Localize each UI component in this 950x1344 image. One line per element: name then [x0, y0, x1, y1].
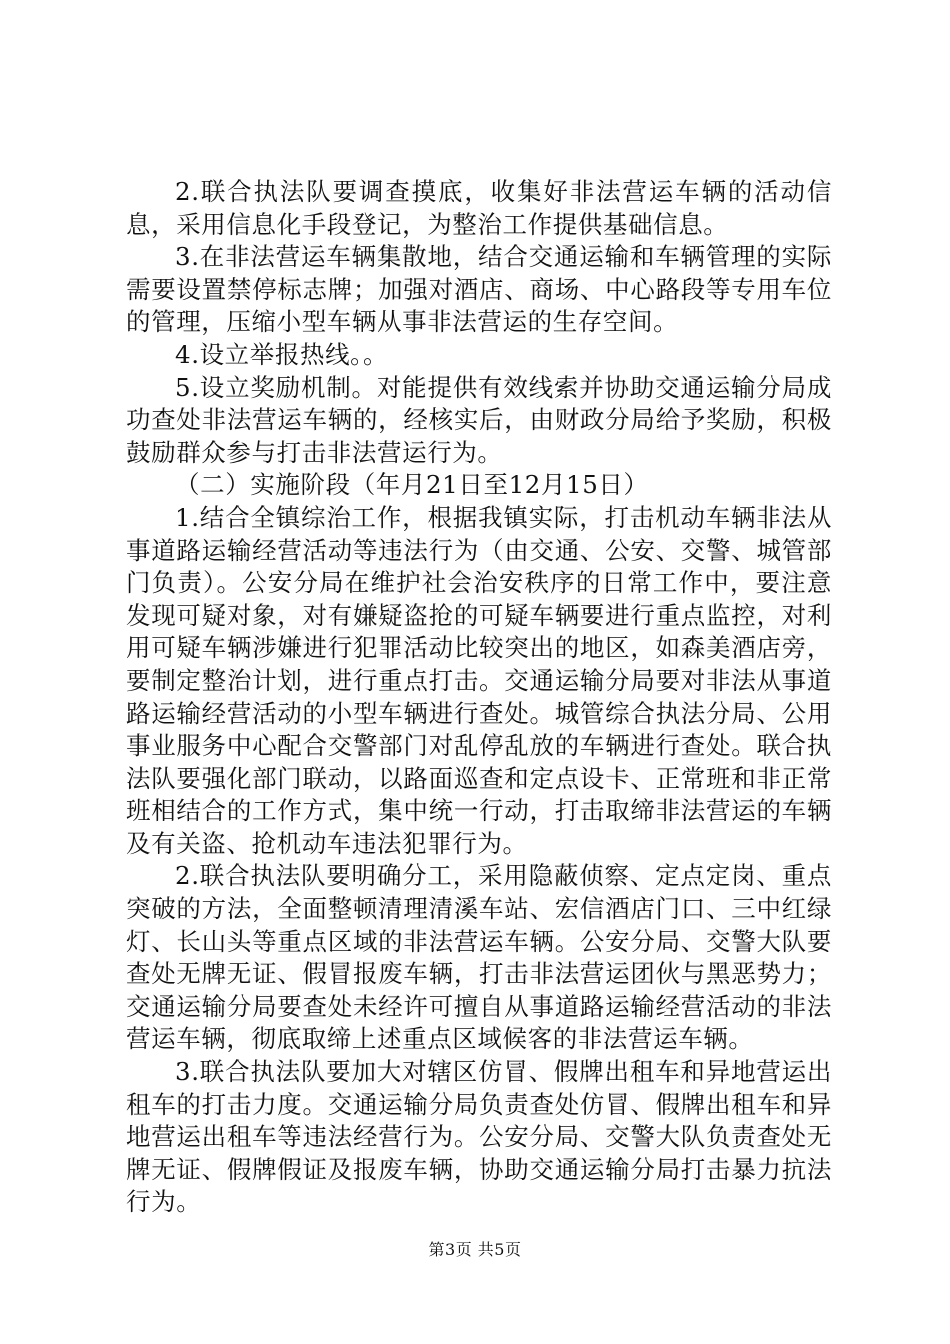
paragraph-implementation-1: 1.结合全镇综治工作，根据我镇实际，打击机动车辆非法从事道路运输经营活动等违法行为（由交通、公安、交警、城管部门负责）。公安分局在维护社会治安秩序的日常工作中，要注意发现可疑对象，对有嫌疑盗抢的可疑车辆要进行重点监控，对利用可疑车辆涉嫌进行犯罪活动比较突出的地区，如森美酒店旁，要制定整治计划，进行重点打击。交通运输分局要对非法从事道路运输经营活动的小型车辆进行查处。城管综合执法分局、公用事业服务中心配合交警部门对乱停乱放的车辆进行查处。联合执法队要强化部门联动，以路面巡查和定点设卡、正常班和非正常班相结合的工作方式，集中统一行动，打击取缔非法营运的车辆及有关盗、抢机动车违法犯罪行为。 — [126, 502, 832, 858]
paragraph-implementation-3: 3.联合执法队要加大对辖区仿冒、假牌出租车和异地营运出租车的打击力度。交通运输分局负责查处仿冒、假牌出租车和异地营运出租车等违法经营行为。公安分局、交警大队负责查处无牌无证、假牌假证及报废车辆，协助交通运输分局打击暴力抗法行为。 — [126, 1057, 832, 1217]
paragraph-implementation-2: 2.联合执法队要明确分工，采用隐蔽侦察、定点定岗、重点突破的方法，全面整顿清理清溪车站、宏信酒店门口、三中红绿灯、长山头等重点区域的非法营运车辆。公安分局、交警大队要查处无牌无证、假冒报废车辆，打击非法营运团伙与黑恶势力；交通运输分局要查处未经许可擅自从事道路运输经营活动的非法营运车辆，彻底取缔上述重点区域候客的非法营运车辆。 — [126, 861, 832, 1054]
section-heading-implementation: （二）实施阶段（年月21日至12月15日） — [175, 470, 649, 500]
document-body — [126, 176, 832, 1219]
page-number-footer: 第3页 共5页 — [428, 1240, 522, 1259]
paragraph-item-2-survey: 2.联合执法队要调查摸底，收集好非法营运车辆的活动信息，采用信息化手段登记，为整治工作提供基础信息。 — [126, 177, 832, 239]
paragraph-item-4-hotline: 4.设立举报热线。。 — [175, 339, 389, 369]
paragraph-item-5-rewards: 5.设立奖励机制。对能提供有效线索并协助交通运输分局成功查处非法营运车辆的，经核实后，由财政分局给予奖励，积极鼓励群众参与打击非法营运行为。 — [126, 372, 832, 467]
paragraph-item-3-no-parking-signs: 3.在非法营运车辆集散地，结合交通运输和车辆管理的实际需要设置禁停标志牌；加强对酒店、商场、中心路段等专用车位的管理，压缩小型车辆从事非法营运的生存空间。 — [126, 242, 832, 337]
